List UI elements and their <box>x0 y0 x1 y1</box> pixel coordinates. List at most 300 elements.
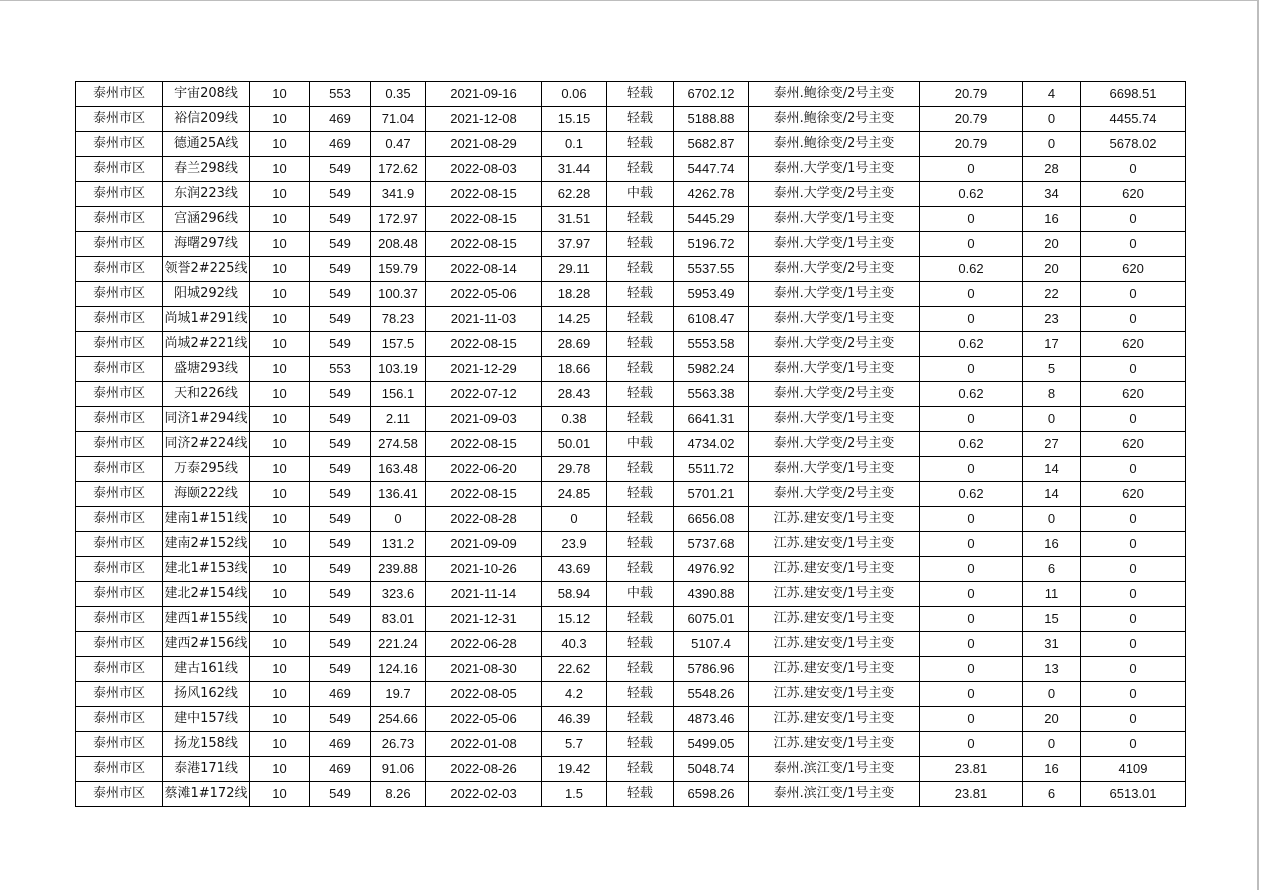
voltage-cell: 10 <box>250 282 310 307</box>
transformer-value-cell: 0 <box>920 557 1023 582</box>
transformer-cell: 江苏.建安变/1号主变 <box>749 582 920 607</box>
rated-current-cell: 549 <box>310 482 371 507</box>
line-name-cell: 建北2#154线 <box>163 582 250 607</box>
available-capacity-cell: 5953.49 <box>674 282 749 307</box>
rated-current-cell: 549 <box>310 582 371 607</box>
count-cell: 0 <box>1023 107 1081 132</box>
transformer-cell: 泰州.大学变/2号主变 <box>749 432 920 457</box>
area-cell: 泰州市区 <box>76 182 163 207</box>
date-cell: 2021-09-09 <box>426 532 542 557</box>
max-current-cell: 103.19 <box>371 357 426 382</box>
date-cell: 2022-08-05 <box>426 682 542 707</box>
count-cell: 14 <box>1023 457 1081 482</box>
load-status-cell: 中载 <box>607 582 674 607</box>
transformer-value-cell: 0.62 <box>920 482 1023 507</box>
count-cell: 16 <box>1023 207 1081 232</box>
area-cell: 泰州市区 <box>76 282 163 307</box>
area-cell: 泰州市区 <box>76 257 163 282</box>
rated-current-cell: 549 <box>310 307 371 332</box>
available-capacity-cell: 4734.02 <box>674 432 749 457</box>
transformer-cell: 江苏.建安变/1号主变 <box>749 657 920 682</box>
capacity-cell: 0 <box>1081 457 1186 482</box>
table-row <box>76 282 1186 307</box>
count-cell: 6 <box>1023 557 1081 582</box>
area-cell: 泰州市区 <box>76 482 163 507</box>
capacity-cell: 0 <box>1081 582 1186 607</box>
date-cell: 2021-12-29 <box>426 357 542 382</box>
load-rate-cell: 29.11 <box>542 257 607 282</box>
load-status-cell: 轻载 <box>607 757 674 782</box>
available-capacity-cell: 4873.46 <box>674 707 749 732</box>
capacity-cell: 620 <box>1081 382 1186 407</box>
transformer-value-cell: 0 <box>920 282 1023 307</box>
area-cell: 泰州市区 <box>76 332 163 357</box>
date-cell: 2022-08-15 <box>426 432 542 457</box>
count-cell: 5 <box>1023 357 1081 382</box>
count-cell: 22 <box>1023 282 1081 307</box>
table-row <box>76 582 1186 607</box>
rated-current-cell: 549 <box>310 282 371 307</box>
table-row <box>76 682 1186 707</box>
transformer-cell: 泰州.大学变/1号主变 <box>749 407 920 432</box>
rated-current-cell: 549 <box>310 382 371 407</box>
voltage-cell: 10 <box>250 132 310 157</box>
table-row <box>76 382 1186 407</box>
area-cell: 泰州市区 <box>76 657 163 682</box>
area-cell: 泰州市区 <box>76 357 163 382</box>
line-name-cell: 扬龙158线 <box>163 732 250 757</box>
available-capacity-cell: 5737.68 <box>674 532 749 557</box>
count-cell: 8 <box>1023 382 1081 407</box>
max-current-cell: 8.26 <box>371 782 426 807</box>
max-current-cell: 91.06 <box>371 757 426 782</box>
line-name-cell: 建南1#151线 <box>163 507 250 532</box>
transformer-cell: 江苏.建安变/1号主变 <box>749 607 920 632</box>
load-status-cell: 轻载 <box>607 207 674 232</box>
date-cell: 2022-06-28 <box>426 632 542 657</box>
data-table <box>75 81 1186 807</box>
transformer-value-cell: 0 <box>920 707 1023 732</box>
load-status-cell: 轻载 <box>607 507 674 532</box>
transformer-cell: 泰州.大学变/1号主变 <box>749 457 920 482</box>
max-current-cell: 71.04 <box>371 107 426 132</box>
transformer-cell: 泰州.大学变/2号主变 <box>749 332 920 357</box>
transformer-value-cell: 0 <box>920 507 1023 532</box>
capacity-cell: 620 <box>1081 182 1186 207</box>
capacity-cell: 6513.01 <box>1081 782 1186 807</box>
table-row <box>76 257 1186 282</box>
area-cell: 泰州市区 <box>76 507 163 532</box>
date-cell: 2021-09-16 <box>426 82 542 107</box>
transformer-cell: 江苏.建安变/1号主变 <box>749 557 920 582</box>
load-rate-cell: 40.3 <box>542 632 607 657</box>
transformer-cell: 泰州.大学变/1号主变 <box>749 232 920 257</box>
line-name-cell: 建西1#155线 <box>163 607 250 632</box>
line-name-cell: 领誉2#225线 <box>163 257 250 282</box>
max-current-cell: 19.7 <box>371 682 426 707</box>
date-cell: 2021-11-03 <box>426 307 542 332</box>
area-cell: 泰州市区 <box>76 207 163 232</box>
available-capacity-cell: 5701.21 <box>674 482 749 507</box>
rated-current-cell: 469 <box>310 732 371 757</box>
load-status-cell: 轻载 <box>607 657 674 682</box>
load-status-cell: 轻载 <box>607 557 674 582</box>
voltage-cell: 10 <box>250 182 310 207</box>
available-capacity-cell: 5107.4 <box>674 632 749 657</box>
available-capacity-cell: 6108.47 <box>674 307 749 332</box>
line-name-cell: 蔡滩1#172线 <box>163 782 250 807</box>
area-cell: 泰州市区 <box>76 457 163 482</box>
date-cell: 2022-08-26 <box>426 757 542 782</box>
area-cell: 泰州市区 <box>76 707 163 732</box>
capacity-cell: 620 <box>1081 257 1186 282</box>
line-name-cell: 海颐222线 <box>163 482 250 507</box>
voltage-cell: 10 <box>250 307 310 332</box>
date-cell: 2021-11-14 <box>426 582 542 607</box>
load-rate-cell: 31.44 <box>542 157 607 182</box>
available-capacity-cell: 5563.38 <box>674 382 749 407</box>
date-cell: 2022-05-06 <box>426 282 542 307</box>
table-row <box>76 782 1186 807</box>
voltage-cell: 10 <box>250 607 310 632</box>
line-name-cell: 天和226线 <box>163 382 250 407</box>
count-cell: 20 <box>1023 257 1081 282</box>
rated-current-cell: 549 <box>310 257 371 282</box>
table-row <box>76 132 1186 157</box>
rated-current-cell: 549 <box>310 432 371 457</box>
table-row <box>76 307 1186 332</box>
available-capacity-cell: 4262.78 <box>674 182 749 207</box>
load-rate-cell: 1.5 <box>542 782 607 807</box>
load-rate-cell: 0.06 <box>542 82 607 107</box>
capacity-cell: 620 <box>1081 482 1186 507</box>
date-cell: 2022-01-08 <box>426 732 542 757</box>
voltage-cell: 10 <box>250 632 310 657</box>
load-status-cell: 轻载 <box>607 107 674 132</box>
load-rate-cell: 18.66 <box>542 357 607 382</box>
rated-current-cell: 553 <box>310 357 371 382</box>
load-rate-cell: 37.97 <box>542 232 607 257</box>
load-rate-cell: 4.2 <box>542 682 607 707</box>
available-capacity-cell: 5499.05 <box>674 732 749 757</box>
load-status-cell: 轻载 <box>607 257 674 282</box>
table-row <box>76 557 1186 582</box>
table-row <box>76 532 1186 557</box>
area-cell: 泰州市区 <box>76 582 163 607</box>
max-current-cell: 131.2 <box>371 532 426 557</box>
area-cell: 泰州市区 <box>76 132 163 157</box>
transformer-cell: 泰州.大学变/1号主变 <box>749 357 920 382</box>
capacity-cell: 0 <box>1081 682 1186 707</box>
area-cell: 泰州市区 <box>76 382 163 407</box>
rated-current-cell: 549 <box>310 207 371 232</box>
transformer-value-cell: 0 <box>920 632 1023 657</box>
area-cell: 泰州市区 <box>76 557 163 582</box>
voltage-cell: 10 <box>250 582 310 607</box>
capacity-cell: 620 <box>1081 332 1186 357</box>
table-body <box>76 82 1186 807</box>
rated-current-cell: 549 <box>310 607 371 632</box>
load-rate-cell: 62.28 <box>542 182 607 207</box>
voltage-cell: 10 <box>250 782 310 807</box>
voltage-cell: 10 <box>250 332 310 357</box>
available-capacity-cell: 5196.72 <box>674 232 749 257</box>
load-status-cell: 轻载 <box>607 232 674 257</box>
load-status-cell: 中载 <box>607 432 674 457</box>
transformer-cell: 江苏.建安变/1号主变 <box>749 532 920 557</box>
line-name-cell: 阳城292线 <box>163 282 250 307</box>
available-capacity-cell: 5682.87 <box>674 132 749 157</box>
load-rate-cell: 29.78 <box>542 457 607 482</box>
capacity-cell: 4109 <box>1081 757 1186 782</box>
count-cell: 0 <box>1023 507 1081 532</box>
date-cell: 2022-08-15 <box>426 182 542 207</box>
max-current-cell: 274.58 <box>371 432 426 457</box>
load-status-cell: 轻载 <box>607 157 674 182</box>
table-row <box>76 82 1186 107</box>
area-cell: 泰州市区 <box>76 607 163 632</box>
transformer-cell: 泰州.大学变/2号主变 <box>749 182 920 207</box>
table-row <box>76 657 1186 682</box>
table-row <box>76 632 1186 657</box>
load-rate-cell: 14.25 <box>542 307 607 332</box>
count-cell: 13 <box>1023 657 1081 682</box>
voltage-cell: 10 <box>250 657 310 682</box>
voltage-cell: 10 <box>250 432 310 457</box>
voltage-cell: 10 <box>250 232 310 257</box>
area-cell: 泰州市区 <box>76 782 163 807</box>
rated-current-cell: 549 <box>310 457 371 482</box>
date-cell: 2022-05-06 <box>426 707 542 732</box>
load-rate-cell: 15.15 <box>542 107 607 132</box>
table-row <box>76 407 1186 432</box>
rated-current-cell: 549 <box>310 632 371 657</box>
transformer-value-cell: 0.62 <box>920 332 1023 357</box>
rated-current-cell: 469 <box>310 757 371 782</box>
max-current-cell: 83.01 <box>371 607 426 632</box>
load-status-cell: 轻载 <box>607 457 674 482</box>
voltage-cell: 10 <box>250 682 310 707</box>
voltage-cell: 10 <box>250 557 310 582</box>
count-cell: 23 <box>1023 307 1081 332</box>
load-rate-cell: 19.42 <box>542 757 607 782</box>
load-rate-cell: 0.1 <box>542 132 607 157</box>
available-capacity-cell: 5048.74 <box>674 757 749 782</box>
table-row <box>76 732 1186 757</box>
capacity-cell: 6698.51 <box>1081 82 1186 107</box>
transformer-value-cell: 0 <box>920 682 1023 707</box>
date-cell: 2022-08-15 <box>426 332 542 357</box>
transformer-value-cell: 0 <box>920 207 1023 232</box>
count-cell: 0 <box>1023 407 1081 432</box>
rated-current-cell: 549 <box>310 232 371 257</box>
count-cell: 0 <box>1023 682 1081 707</box>
rated-current-cell: 549 <box>310 182 371 207</box>
load-status-cell: 轻载 <box>607 782 674 807</box>
load-status-cell: 轻载 <box>607 607 674 632</box>
line-name-cell: 宇宙208线 <box>163 82 250 107</box>
transformer-cell: 泰州.大学变/1号主变 <box>749 207 920 232</box>
load-status-cell: 轻载 <box>607 732 674 757</box>
area-cell: 泰州市区 <box>76 107 163 132</box>
capacity-cell: 0 <box>1081 407 1186 432</box>
load-status-cell: 轻载 <box>607 332 674 357</box>
count-cell: 4 <box>1023 82 1081 107</box>
table-row <box>76 757 1186 782</box>
rated-current-cell: 549 <box>310 332 371 357</box>
line-name-cell: 建西2#156线 <box>163 632 250 657</box>
count-cell: 34 <box>1023 182 1081 207</box>
max-current-cell: 341.9 <box>371 182 426 207</box>
transformer-value-cell: 0 <box>920 357 1023 382</box>
transformer-value-cell: 23.81 <box>920 782 1023 807</box>
rated-current-cell: 549 <box>310 707 371 732</box>
available-capacity-cell: 5537.55 <box>674 257 749 282</box>
max-current-cell: 239.88 <box>371 557 426 582</box>
area-cell: 泰州市区 <box>76 157 163 182</box>
load-rate-cell: 22.62 <box>542 657 607 682</box>
rated-current-cell: 553 <box>310 82 371 107</box>
count-cell: 16 <box>1023 757 1081 782</box>
capacity-cell: 0 <box>1081 207 1186 232</box>
transformer-value-cell: 0 <box>920 457 1023 482</box>
load-status-cell: 轻载 <box>607 132 674 157</box>
count-cell: 0 <box>1023 732 1081 757</box>
line-name-cell: 建中157线 <box>163 707 250 732</box>
load-status-cell: 轻载 <box>607 632 674 657</box>
load-rate-cell: 23.9 <box>542 532 607 557</box>
max-current-cell: 323.6 <box>371 582 426 607</box>
capacity-cell: 0 <box>1081 157 1186 182</box>
date-cell: 2021-10-26 <box>426 557 542 582</box>
load-status-cell: 轻载 <box>607 382 674 407</box>
voltage-cell: 10 <box>250 82 310 107</box>
rated-current-cell: 549 <box>310 657 371 682</box>
max-current-cell: 0 <box>371 507 426 532</box>
rated-current-cell: 469 <box>310 107 371 132</box>
count-cell: 15 <box>1023 607 1081 632</box>
voltage-cell: 10 <box>250 357 310 382</box>
capacity-cell: 0 <box>1081 357 1186 382</box>
line-name-cell: 春兰298线 <box>163 157 250 182</box>
table-row <box>76 182 1186 207</box>
available-capacity-cell: 5188.88 <box>674 107 749 132</box>
voltage-cell: 10 <box>250 757 310 782</box>
max-current-cell: 157.5 <box>371 332 426 357</box>
available-capacity-cell: 5982.24 <box>674 357 749 382</box>
max-current-cell: 163.48 <box>371 457 426 482</box>
voltage-cell: 10 <box>250 532 310 557</box>
max-current-cell: 156.1 <box>371 382 426 407</box>
available-capacity-cell: 5553.58 <box>674 332 749 357</box>
load-rate-cell: 18.28 <box>542 282 607 307</box>
area-cell: 泰州市区 <box>76 532 163 557</box>
load-rate-cell: 28.43 <box>542 382 607 407</box>
count-cell: 20 <box>1023 707 1081 732</box>
line-name-cell: 同济1#294线 <box>163 407 250 432</box>
available-capacity-cell: 6598.26 <box>674 782 749 807</box>
load-rate-cell: 58.94 <box>542 582 607 607</box>
date-cell: 2021-12-08 <box>426 107 542 132</box>
transformer-cell: 江苏.建安变/1号主变 <box>749 732 920 757</box>
load-status-cell: 轻载 <box>607 82 674 107</box>
available-capacity-cell: 6656.08 <box>674 507 749 532</box>
table-row <box>76 332 1186 357</box>
transformer-value-cell: 20.79 <box>920 132 1023 157</box>
load-rate-cell: 15.12 <box>542 607 607 632</box>
capacity-cell: 4455.74 <box>1081 107 1186 132</box>
capacity-cell: 0 <box>1081 707 1186 732</box>
available-capacity-cell: 6702.12 <box>674 82 749 107</box>
date-cell: 2022-06-20 <box>426 457 542 482</box>
count-cell: 14 <box>1023 482 1081 507</box>
load-rate-cell: 5.7 <box>542 732 607 757</box>
line-name-cell: 尚城1#291线 <box>163 307 250 332</box>
load-rate-cell: 31.51 <box>542 207 607 232</box>
capacity-cell: 0 <box>1081 532 1186 557</box>
max-current-cell: 0.35 <box>371 82 426 107</box>
date-cell: 2021-08-30 <box>426 657 542 682</box>
transformer-value-cell: 0.62 <box>920 432 1023 457</box>
date-cell: 2022-08-14 <box>426 257 542 282</box>
table-row <box>76 482 1186 507</box>
voltage-cell: 10 <box>250 107 310 132</box>
transformer-cell: 泰州.大学变/2号主变 <box>749 257 920 282</box>
transformer-cell: 泰州.滨江变/1号主变 <box>749 782 920 807</box>
max-current-cell: 172.62 <box>371 157 426 182</box>
date-cell: 2021-09-03 <box>426 407 542 432</box>
voltage-cell: 10 <box>250 732 310 757</box>
transformer-cell: 江苏.建安变/1号主变 <box>749 682 920 707</box>
transformer-value-cell: 0 <box>920 732 1023 757</box>
rated-current-cell: 549 <box>310 407 371 432</box>
line-name-cell: 盛塘293线 <box>163 357 250 382</box>
rated-current-cell: 549 <box>310 532 371 557</box>
date-cell: 2022-02-03 <box>426 782 542 807</box>
area-cell: 泰州市区 <box>76 82 163 107</box>
table-row <box>76 507 1186 532</box>
area-cell: 泰州市区 <box>76 632 163 657</box>
transformer-value-cell: 0 <box>920 232 1023 257</box>
line-name-cell: 建南2#152线 <box>163 532 250 557</box>
date-cell: 2022-08-28 <box>426 507 542 532</box>
voltage-cell: 10 <box>250 482 310 507</box>
transformer-cell: 泰州.大学变/1号主变 <box>749 307 920 332</box>
rated-current-cell: 469 <box>310 132 371 157</box>
transformer-value-cell: 0 <box>920 657 1023 682</box>
load-rate-cell: 24.85 <box>542 482 607 507</box>
transformer-cell: 泰州.鲍徐变/2号主变 <box>749 82 920 107</box>
area-cell: 泰州市区 <box>76 757 163 782</box>
load-rate-cell: 28.69 <box>542 332 607 357</box>
rated-current-cell: 469 <box>310 682 371 707</box>
capacity-cell: 0 <box>1081 307 1186 332</box>
capacity-cell: 0 <box>1081 657 1186 682</box>
line-name-cell: 德通25A线 <box>163 132 250 157</box>
load-rate-cell: 46.39 <box>542 707 607 732</box>
count-cell: 6 <box>1023 782 1081 807</box>
count-cell: 11 <box>1023 582 1081 607</box>
capacity-cell: 0 <box>1081 607 1186 632</box>
load-status-cell: 轻载 <box>607 532 674 557</box>
voltage-cell: 10 <box>250 207 310 232</box>
load-rate-cell: 0.38 <box>542 407 607 432</box>
table-row <box>76 207 1186 232</box>
date-cell: 2022-08-15 <box>426 232 542 257</box>
transformer-cell: 泰州.大学变/1号主变 <box>749 282 920 307</box>
transformer-value-cell: 0 <box>920 582 1023 607</box>
line-name-cell: 建古161线 <box>163 657 250 682</box>
